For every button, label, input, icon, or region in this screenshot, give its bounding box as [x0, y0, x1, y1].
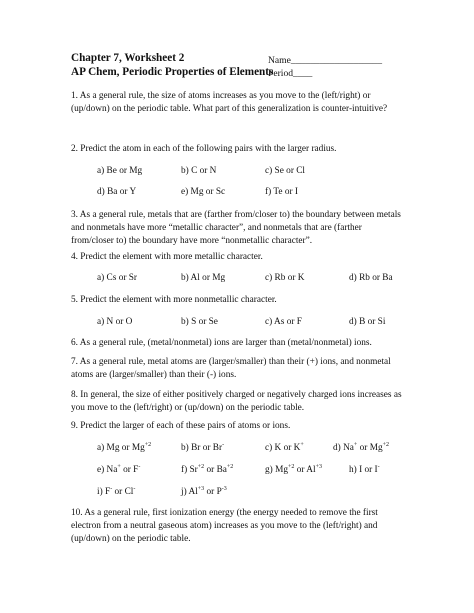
charge: +3 — [197, 486, 205, 492]
option-text: i) F — [97, 487, 111, 497]
charge: + — [117, 464, 121, 470]
option-4a: a) Cs or Sr — [97, 273, 138, 283]
option-2c: c) Se or Cl — [265, 166, 306, 176]
option-9a — [97, 443, 151, 453]
question-line: (up/down) on the periodic table. What part of this generalization is counter-intuitive? — [71, 104, 388, 114]
charge: - — [110, 486, 113, 492]
question-4: 4. Predict the element with more metallic character. — [71, 252, 263, 262]
option-9j — [181, 487, 227, 497]
option-9e — [97, 465, 140, 475]
option-5c: c) As or F — [265, 317, 302, 327]
charge: + — [300, 442, 304, 448]
option-9f — [181, 465, 233, 475]
option-4b: b) Al or Mg — [181, 273, 226, 283]
worksheet-subtitle: AP Chem, Periodic Properties of Elements — [71, 66, 274, 78]
option-9i — [97, 487, 135, 497]
option-9b — [181, 443, 224, 453]
option-text: a) Mg or Mg — [97, 443, 145, 453]
question-8 — [71, 389, 402, 415]
option-text: or Mg — [357, 443, 383, 453]
option-2e: e) Mg or Sc — [181, 187, 226, 197]
option-text: e) Na — [97, 465, 118, 475]
option-text: g) Mg — [265, 465, 288, 475]
option-4c: c) Rb or K — [265, 273, 305, 283]
question-6: 6. As a general rule, (metal/nonmetal) ions are larger than (metal/nonmetal) ions. — [71, 338, 372, 348]
question-line: you move to the (left/right) or (up/down) on the periodic table. — [71, 403, 305, 413]
charge: - — [222, 442, 225, 448]
option-text: or Ba — [204, 465, 227, 475]
option-5a: a) N or O — [97, 317, 133, 327]
question-1 — [71, 90, 387, 116]
question-line: 3. As a general rule, metals that are (farther from/closer to) the boundary between metals — [71, 210, 401, 220]
option-text: f) Sr — [181, 465, 198, 475]
option-9g — [265, 465, 322, 475]
option-text: or F — [120, 465, 139, 475]
option-text: c) K or K — [265, 443, 301, 453]
option-text: h) I or I — [349, 465, 378, 475]
question-3 — [71, 209, 401, 248]
question-line: from/closer to) the boundary have more “nonmetallic character”. — [71, 236, 313, 246]
option-4d: d) Rb or Ba — [349, 273, 393, 283]
option-9h — [349, 465, 380, 475]
option-text: or P — [204, 487, 222, 497]
option-5d: d) B or Si — [349, 317, 386, 327]
option-5b: b) S or Se — [181, 317, 218, 327]
charge: + — [353, 442, 358, 448]
option-text: j) Al — [181, 487, 198, 497]
option-9d — [333, 443, 389, 453]
question-line: 1. As a general rule, the size of atoms increases as you move to the (left/right) or — [71, 91, 371, 101]
charge: - — [133, 486, 136, 492]
charge: - — [138, 464, 141, 470]
question-line: 10. As a general rule, first ionization energy (the energy needed to remove the first — [71, 508, 378, 518]
option-text: or Cl — [112, 487, 134, 497]
question-line: and nonmetals have more “metallic character”, and nonmetals that are (farther — [71, 223, 362, 233]
option-text: or Al — [294, 465, 316, 475]
question-5: 5. Predict the element with more nonmetallic character. — [71, 295, 277, 305]
question-line: (up/down) on the periodic table. — [71, 534, 191, 544]
worksheet-title: Chapter 7, Worksheet 2 — [71, 52, 185, 64]
charge: - — [377, 464, 380, 470]
option-text: b) Br or Br — [181, 443, 223, 453]
question-line: atoms are (larger/smaller) than their (-) ions. — [71, 370, 237, 380]
option-2b: b) C or N — [181, 166, 217, 176]
question-line: 7. As a general rule, metal atoms are (larger/smaller) than their (+) ions, and nonmetal — [71, 357, 391, 367]
question-line: 8. In general, the size of either positively charged or negatively charged ions increases as — [71, 390, 402, 400]
charge: +2 — [197, 464, 205, 470]
option-text: d) Na — [333, 443, 354, 453]
charge: +2 — [144, 442, 152, 448]
question-9: 9. Predict the larger of each of these pairs of atoms or ions. — [71, 421, 291, 431]
option-9c — [265, 443, 304, 453]
question-line: electron from a neutral gaseous atom) increases as you move to the (left/right) and — [71, 521, 378, 531]
charge: +2 — [382, 442, 390, 448]
option-2a: a) Be or Mg — [97, 166, 143, 176]
charge: +3 — [315, 464, 322, 470]
question-2: 2. Predict the atom in each of the following pairs with the larger radius. — [71, 144, 337, 154]
charge: +2 — [287, 464, 295, 470]
charge: -3 — [221, 486, 227, 492]
period-field[interactable]: Period____ — [268, 68, 313, 79]
option-2f: f) Te or I — [265, 187, 298, 197]
charge: +2 — [226, 464, 234, 470]
question-10 — [71, 507, 378, 546]
question-7 — [71, 356, 391, 382]
option-2d: d) Ba or Y — [97, 187, 137, 197]
name-field[interactable]: Name___________________ — [268, 55, 383, 66]
